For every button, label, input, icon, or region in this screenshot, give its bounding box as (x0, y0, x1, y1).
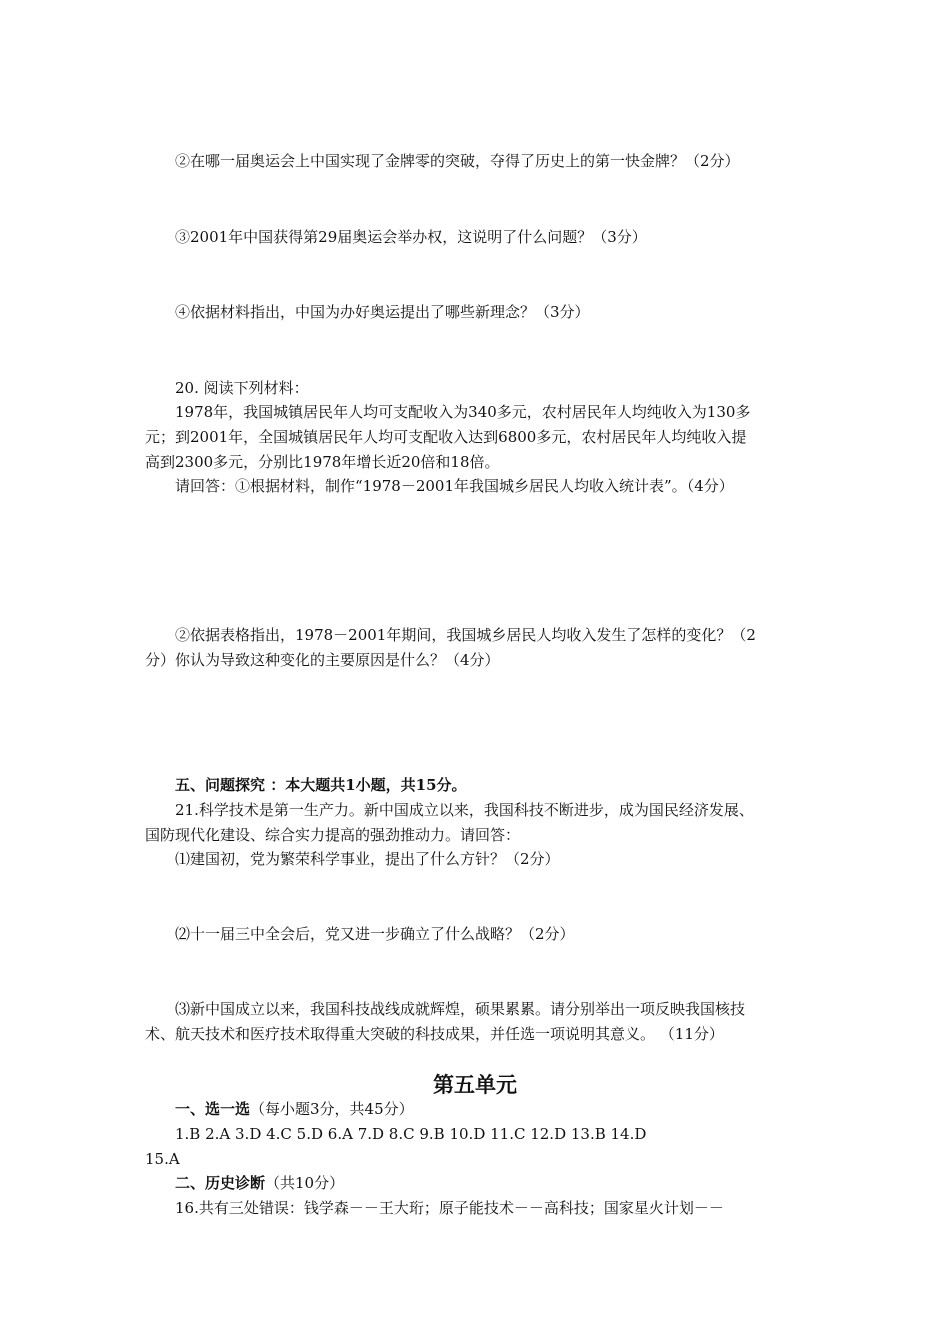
question-21-3: ⑶新中国成立以来，我国科技战线成就辉煌，硕果累累。请分别举出一项反映我国核技 (175, 1000, 746, 1018)
part-2-heading: 二、历史诊断 (175, 1174, 266, 1192)
answer-16: 16.共有三处错误：钱学森－－王大珩；原子能技术－－高科技；国家星火计划－－ (175, 1199, 724, 1217)
question-19-2: ②在哪一届奥运会上中国实现了金牌零的突破，夺得了历史上的第一快金牌？（2分） (175, 152, 740, 170)
part-2-note: （共10分） (265, 1174, 345, 1192)
part-1-note: （每小题3分，共45分） (250, 1100, 414, 1118)
question-20-ask-1: 请回答：①根据材料，制作“1978－2001年我国城乡居民人均收入统计表”。（4分） (175, 477, 734, 495)
question-19-3: ③2001年中国获得第29届奥运会举办权，这说明了什么问题？（3分） (175, 228, 647, 246)
question-21-line: 21.科学技术是第一生产力。新中国成立以来，我国科技不断进步，成为国民经济发展、 (175, 801, 754, 819)
section-5-heading: 五、问题探究 ：本大题共1小题，共15分。 (175, 776, 467, 794)
question-21-3-cont: 术、航天技术和医疗技术取得重大突破的科技成果，并任选一项说明其意义。 （11分） (145, 1025, 724, 1043)
question-19-4: ④依据材料指出，中国为办好奥运提出了哪些新理念？（3分） (175, 303, 590, 321)
question-20-intro: 20. 阅读下列材料： (175, 379, 309, 397)
question-20-material-line: 1978年，我国城镇居民年人均可支配收入为340多元，农村居民年人均纯收入为130多 (175, 403, 751, 421)
question-20-material-line: 高到2300多元，分别比1978年增长近20倍和18倍。 (145, 453, 500, 471)
answer-key-line: 1.B 2.A 3.D 4.C 5.D 6.A 7.D 8.C 9.B 10.D 11.C 12.D 13.B 14.D (175, 1125, 647, 1143)
answer-key-line: 15.A (145, 1150, 180, 1168)
question-21-line: 国防现代化建设、综合实力提高的强劲推动力。请回答： (145, 826, 521, 844)
unit-5-title: 第五单元 (433, 1072, 517, 1097)
question-21-2: ⑵十一届三中全会后，党又进一步确立了什么战略？（2分） (175, 925, 575, 943)
question-21-1: ⑴建国初，党为繁荣科学事业，提出了什么方针？（2分） (175, 850, 560, 868)
part-2-heading-row (175, 1173, 344, 1193)
part-1-heading: 一、选一选 (175, 1100, 251, 1118)
question-20-material-line: 元；到2001年，全国城镇居民年人均可支配收入达到6800多元，农村居民年人均纯收入提 (145, 428, 747, 446)
part-1-heading-row (175, 1099, 414, 1119)
question-20-ask-2: ②依据表格指出，1978－2001年期间，我国城乡居民人均收入发生了怎样的变化？（2 (175, 626, 756, 644)
question-20-ask-2-cont: 分）你认为导致这种变化的主要原因是什么？（4分） (145, 651, 500, 669)
